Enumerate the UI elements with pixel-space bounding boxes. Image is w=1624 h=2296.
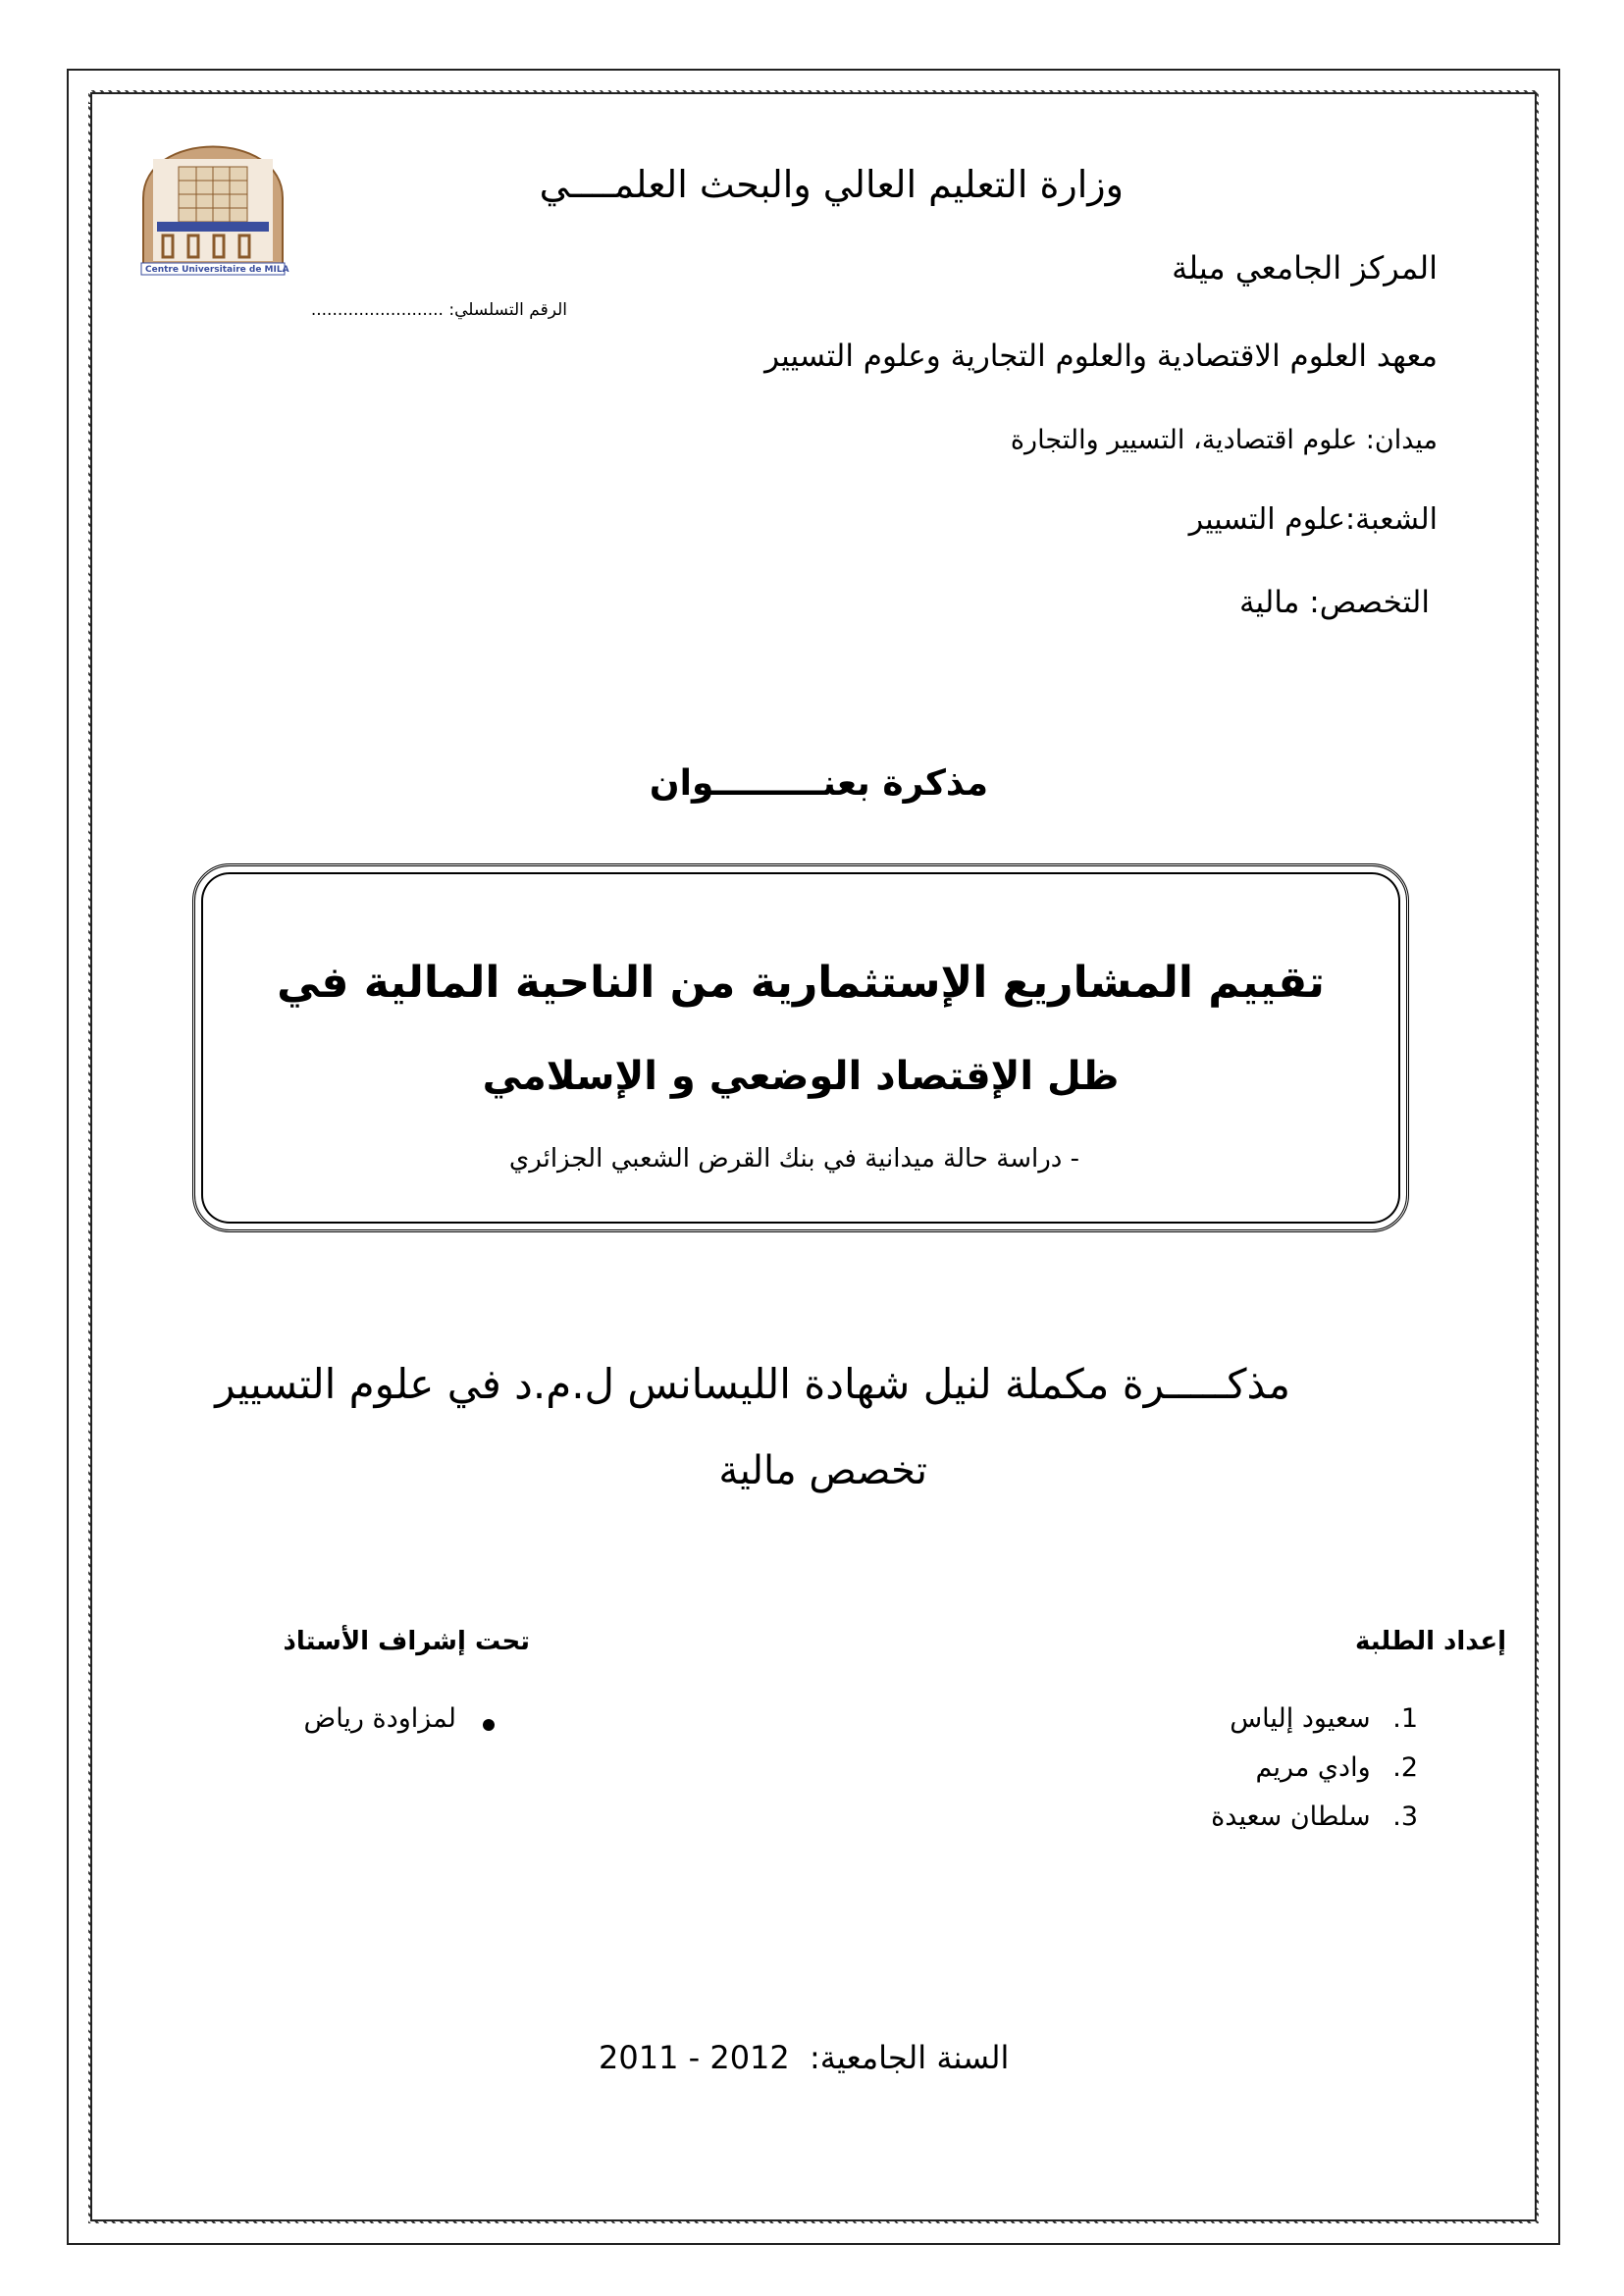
student-name: سعيود إلياس	[1230, 1703, 1371, 1734]
student-name: وادي مريم	[1255, 1752, 1371, 1783]
institute-name: معهد العلوم الاقتصادية والعلوم التجارية وعلوم التسيير	[764, 339, 1438, 374]
thesis-title-line1: تقييم المشاريع الإستثمارية من الناحية المالية في	[277, 958, 1325, 1008]
supervisor-name: لمزاودة رياض	[303, 1703, 456, 1734]
students-heading: إعداد الطلبة	[1355, 1627, 1506, 1656]
student-item	[1211, 1801, 1418, 1832]
specialty-line: التخصص: مالية	[1238, 585, 1430, 620]
degree-line: مذكـــــرة مكملة لنيل شهادة الليسانس ل.م.د في علوم التسيير	[215, 1360, 1290, 1408]
ministry-name: وزارة التعليم العالي والبحث العلمــــي	[539, 163, 1124, 206]
logo-caption: Centre Universitaire de MILA	[145, 265, 289, 275]
university-logo	[137, 120, 288, 277]
student-name: سلطان سعيدة	[1211, 1801, 1371, 1832]
serial-number: الرقم التسلسلي: .........................	[310, 300, 567, 320]
thesis-title-line2: ظل الإقتصاد الوضعي و الإسلامي	[482, 1054, 1120, 1099]
field-line: ميدان: علوم اقتصادية، التسيير والتجارة	[1010, 425, 1438, 455]
branch-line: الشعبة:علوم التسيير	[1188, 502, 1438, 537]
academic-year-value: 2012 - 2011	[599, 2039, 790, 2076]
bullet-icon	[483, 1719, 495, 1731]
degree-specialty: تخصص مالية	[718, 1448, 927, 1493]
student-item	[1256, 1752, 1419, 1783]
thesis-subtitle: - دراسة حالة ميدانية في بنك القرض الشعبي الجزائري	[508, 1144, 1079, 1174]
title-box	[192, 863, 1409, 1232]
student-item	[1230, 1703, 1418, 1734]
memo-heading: مذكرة بعنـــــــــوان	[649, 763, 988, 804]
student-number: 3.	[1392, 1801, 1418, 1832]
student-number: 2.	[1392, 1752, 1418, 1783]
student-number: 1.	[1392, 1703, 1418, 1734]
academic-year-label: السنة الجامعية:	[809, 2039, 1010, 2076]
supervisor-heading: تحت إشراف الأستاذ	[283, 1627, 530, 1656]
university-center: المركز الجامعي ميلة	[1172, 249, 1438, 287]
academic-year	[599, 2039, 1009, 2076]
